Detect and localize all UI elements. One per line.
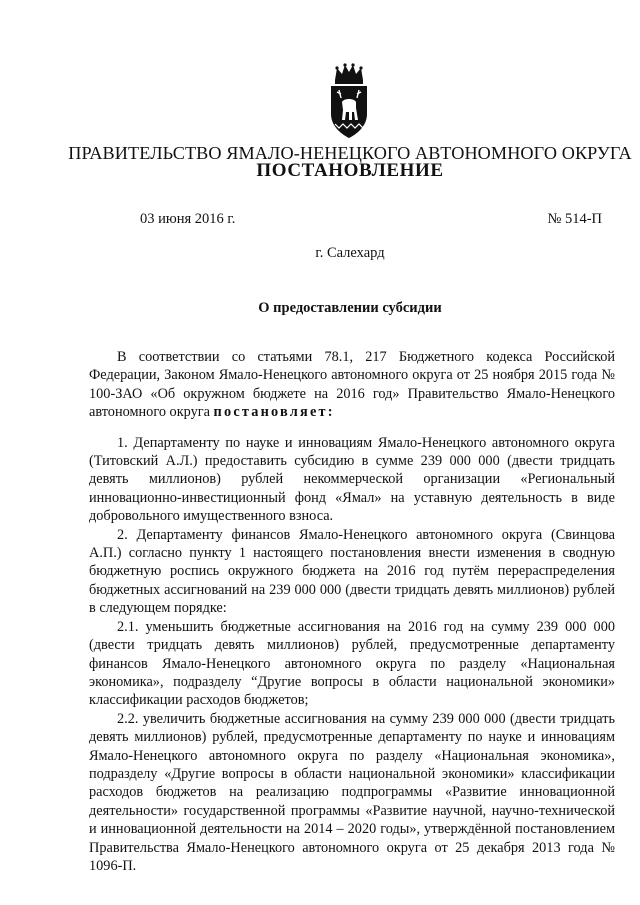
document-number: № 514-П — [547, 211, 602, 227]
document-body — [89, 348, 615, 875]
preamble-text: В соответствии со статьями 78.1, 217 Бюджетного кодекса Российской Федерации, Законом Ямало-Ненецкого автономного округа от 25 ноября 2015 года № 100-ЗАО «Об окружном бюджете на 2016 год» Правительство Ямало-Ненецкого автономного округа — [89, 349, 615, 421]
clause-2-2: 2.2. увеличить бюджетные ассигнования на сумму 239 000 000 (двести тридцать девять миллионов) рублей, предусмотренные департаменту по науке и инновациям Ямало-Ненецкого автономного округа по разделу «Национальная экономика», подразделу «Другие вопросы в области национальной экономики» классификации расходов бюджетов на реализацию подпрограммы «Развитие инновационной деятельности» государственной программы «Развитие научной, научно-технической и инновационной деятельности на 2014 – 2020 годы», утверждённой постановлением Правительства Ямало-Ненецкого автономного округа от 25 декабря 2013 года № 1096-П. — [89, 710, 615, 874]
document-date: 03 июня 2016 г. — [140, 211, 236, 227]
decree-keyword: постановляет: — [213, 404, 335, 421]
document-subject: О предоставлении субсидии — [258, 300, 442, 316]
document-city: г. Салехард — [315, 245, 385, 261]
document-type-heading: ПОСТАНОВЛЕНИЕ — [256, 160, 444, 181]
clause-1: 1. Департаменту по науке и инновациям Ямало-Ненецкого автономного округа (Титовский А.Л.) предоставить субсидию в сумме 239 000 000 (двести тридцать девять миллионов) рублей некоммерческой организации «Региональный инновационно-инвестиционный фонд «Ямал» на уставную деятельность в виде добровольного имущественного взноса. — [89, 434, 615, 525]
coat-of-arms-emblem — [327, 62, 371, 140]
preamble-paragraph — [89, 348, 615, 422]
clause-2-1: 2.1. уменьшить бюджетные ассигнования на 2016 год на сумму 239 000 000 (двести тридцать девять миллионов) рублей, предусмотренные департаменту финансов Ямало-Ненецкого автономного округа по разделу «Национальная экономика», подразделу “Другие вопросы в области национальной экономики» классификации расходов бюджетов; — [89, 618, 615, 709]
government-title: ПРАВИТЕЛЬСТВО ЯМАЛО-НЕНЕЦКОГО АВТОНОМНОГО ОКРУГА — [68, 143, 632, 163]
clause-2: 2. Департаменту финансов Ямало-Ненецкого автономного округа (Свинцова А.П.) согласно пункту 1 настоящего постановления внести изменения в сводную бюджетную роспись окружного бюджета на 2016 год путём перераспределения бюджетных ассигнований на 239 000 000 (двести тридцать девять миллионов) рублей в следующем порядке: — [89, 526, 615, 617]
